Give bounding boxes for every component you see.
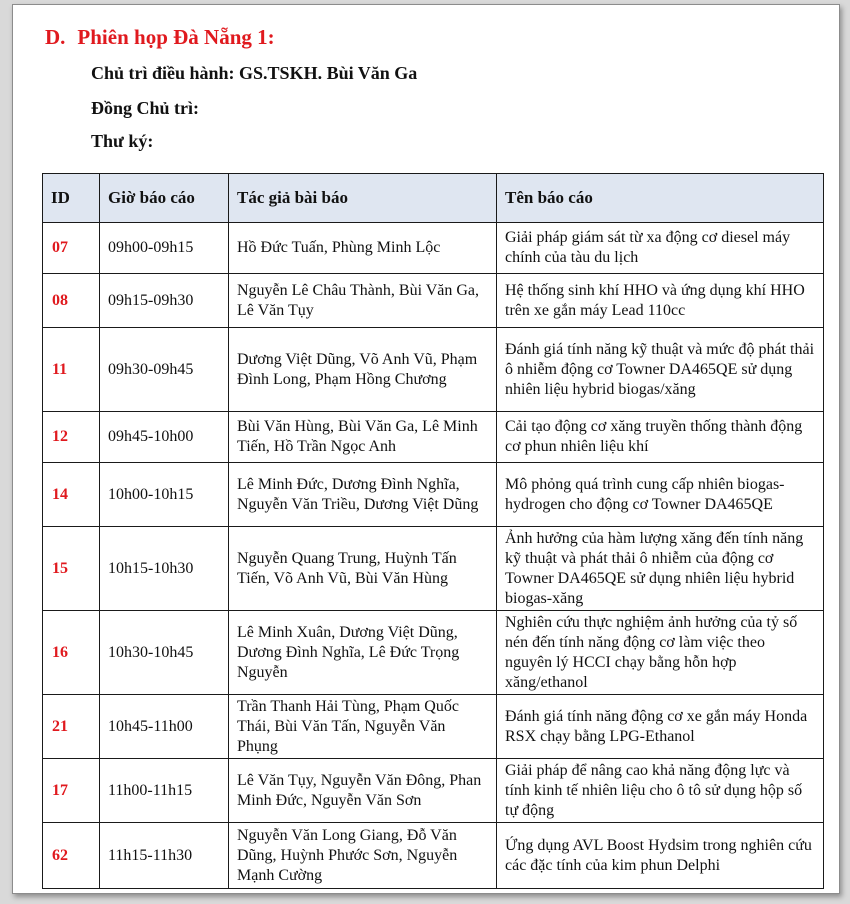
cell-id: 11 [43, 328, 100, 412]
cell-authors: Dương Việt Dũng, Võ Anh Vũ, Phạm Đình Long, Phạm Hồng Chương [229, 328, 497, 412]
cell-time: 09h30-09h45 [100, 328, 229, 412]
cell-id: 21 [43, 695, 100, 759]
cell-id: 15 [43, 527, 100, 611]
cell-time: 10h45-11h00 [100, 695, 229, 759]
cell-time: 10h15-10h30 [100, 527, 229, 611]
cell-time: 11h15-11h30 [100, 823, 229, 889]
table-row [43, 759, 824, 823]
table-row [43, 223, 824, 274]
table-header-row [43, 174, 824, 223]
cell-title: Đánh giá tính năng kỹ thuật và mức độ phát thải ô nhiễm động cơ Towner DA465QE sử dụng nhiên liệu hybrid biogas/xăng [497, 328, 824, 412]
table-row [43, 328, 824, 412]
header-authors: Tác giả bài báo [229, 174, 497, 223]
cell-time: 09h45-10h00 [100, 412, 229, 463]
cell-time: 09h15-09h30 [100, 274, 229, 328]
cell-authors: Hồ Đức Tuấn, Phùng Minh Lộc [229, 223, 497, 274]
cell-title: Nghiên cứu thực nghiệm ảnh hưởng của tỷ số nén đến tính năng động cơ làm việc theo nguyên lý HCCI chạy bằng hỗn hợp xăng/ethanol [497, 611, 824, 695]
cell-id: 16 [43, 611, 100, 695]
cell-id: 62 [43, 823, 100, 889]
cell-id: 12 [43, 412, 100, 463]
header-id: ID [43, 174, 100, 223]
table-row [43, 695, 824, 759]
co-chair-line: Đồng Chủ trì: [91, 98, 200, 118]
cell-authors: Nguyễn Quang Trung, Huỳnh Tấn Tiến, Võ Anh Vũ, Bùi Văn Hùng [229, 527, 497, 611]
table-row [43, 823, 824, 889]
cell-authors: Lê Minh Đức, Dương Đình Nghĩa, Nguyễn Văn Triều, Dương Việt Dũng [229, 463, 497, 527]
table-row [43, 274, 824, 328]
session-heading [45, 25, 275, 50]
cell-authors: Lê Văn Tụy, Nguyễn Văn Đông, Phan Minh Đức, Nguyễn Văn Sơn [229, 759, 497, 823]
chair-line: Chủ trì điều hành: GS.TSKH. Bùi Văn Ga [91, 63, 418, 83]
cell-title: Đánh giá tính năng động cơ xe gắn máy Honda RSX chạy bằng LPG-Ethanol [497, 695, 824, 759]
document-page [12, 4, 840, 894]
cell-id: 08 [43, 274, 100, 328]
header-title: Tên báo cáo [497, 174, 824, 223]
cell-title: Mô phỏng quá trình cung cấp nhiên biogas-hydrogen cho động cơ Towner DA465QE [497, 463, 824, 527]
cell-time: 09h00-09h15 [100, 223, 229, 274]
table-row [43, 611, 824, 695]
session-title: Phiên họp Đà Nẵng 1: [77, 25, 275, 49]
cell-id: 17 [43, 759, 100, 823]
table-row [43, 527, 824, 611]
cell-time: 10h30-10h45 [100, 611, 229, 695]
cell-title: Ảnh hưởng của hàm lượng xăng đến tính năng kỹ thuật và phát thải ô nhiễm của động cơ Towner DA465QE sử dụng nhiên liệu hybrid biogas-xăng [497, 527, 824, 611]
cell-authors: Trần Thanh Hải Tùng, Phạm Quốc Thái, Bùi Văn Tấn, Nguyễn Văn Phụng [229, 695, 497, 759]
section-letter: D. [45, 25, 66, 49]
table-row [43, 412, 824, 463]
table-row [43, 463, 824, 527]
cell-authors: Bùi Văn Hùng, Bùi Văn Ga, Lê Minh Tiến, Hồ Trần Ngọc Anh [229, 412, 497, 463]
header-time: Giờ báo cáo [100, 174, 229, 223]
schedule-table [42, 173, 824, 889]
cell-title: Giải pháp giám sát từ xa động cơ diesel máy chính của tàu du lịch [497, 223, 824, 274]
cell-time: 10h00-10h15 [100, 463, 229, 527]
secretary-line: Thư ký: [91, 131, 154, 151]
cell-authors: Lê Minh Xuân, Dương Việt Dũng, Dương Đình Nghĩa, Lê Đức Trọng Nguyễn [229, 611, 497, 695]
cell-authors: Nguyễn Văn Long Giang, Đỗ Văn Dũng, Huỳnh Phước Sơn, Nguyễn Mạnh Cường [229, 823, 497, 889]
cell-authors: Nguyễn Lê Châu Thành, Bùi Văn Ga, Lê Văn Tụy [229, 274, 497, 328]
cell-time: 11h00-11h15 [100, 759, 229, 823]
cell-id: 14 [43, 463, 100, 527]
cell-title: Giải pháp để nâng cao khả năng động lực và tính kinh tế nhiên liệu cho ô tô sử dụng hộp số tự động [497, 759, 824, 823]
cell-title: Hệ thống sinh khí HHO và ứng dụng khí HHO trên xe gắn máy Lead 110cc [497, 274, 824, 328]
cell-id: 07 [43, 223, 100, 274]
cell-title: Cải tạo động cơ xăng truyền thống thành động cơ phun nhiên liệu khí [497, 412, 824, 463]
cell-title: Ứng dụng AVL Boost Hydsim trong nghiên cứu các đặc tính của kim phun Delphi [497, 823, 824, 889]
